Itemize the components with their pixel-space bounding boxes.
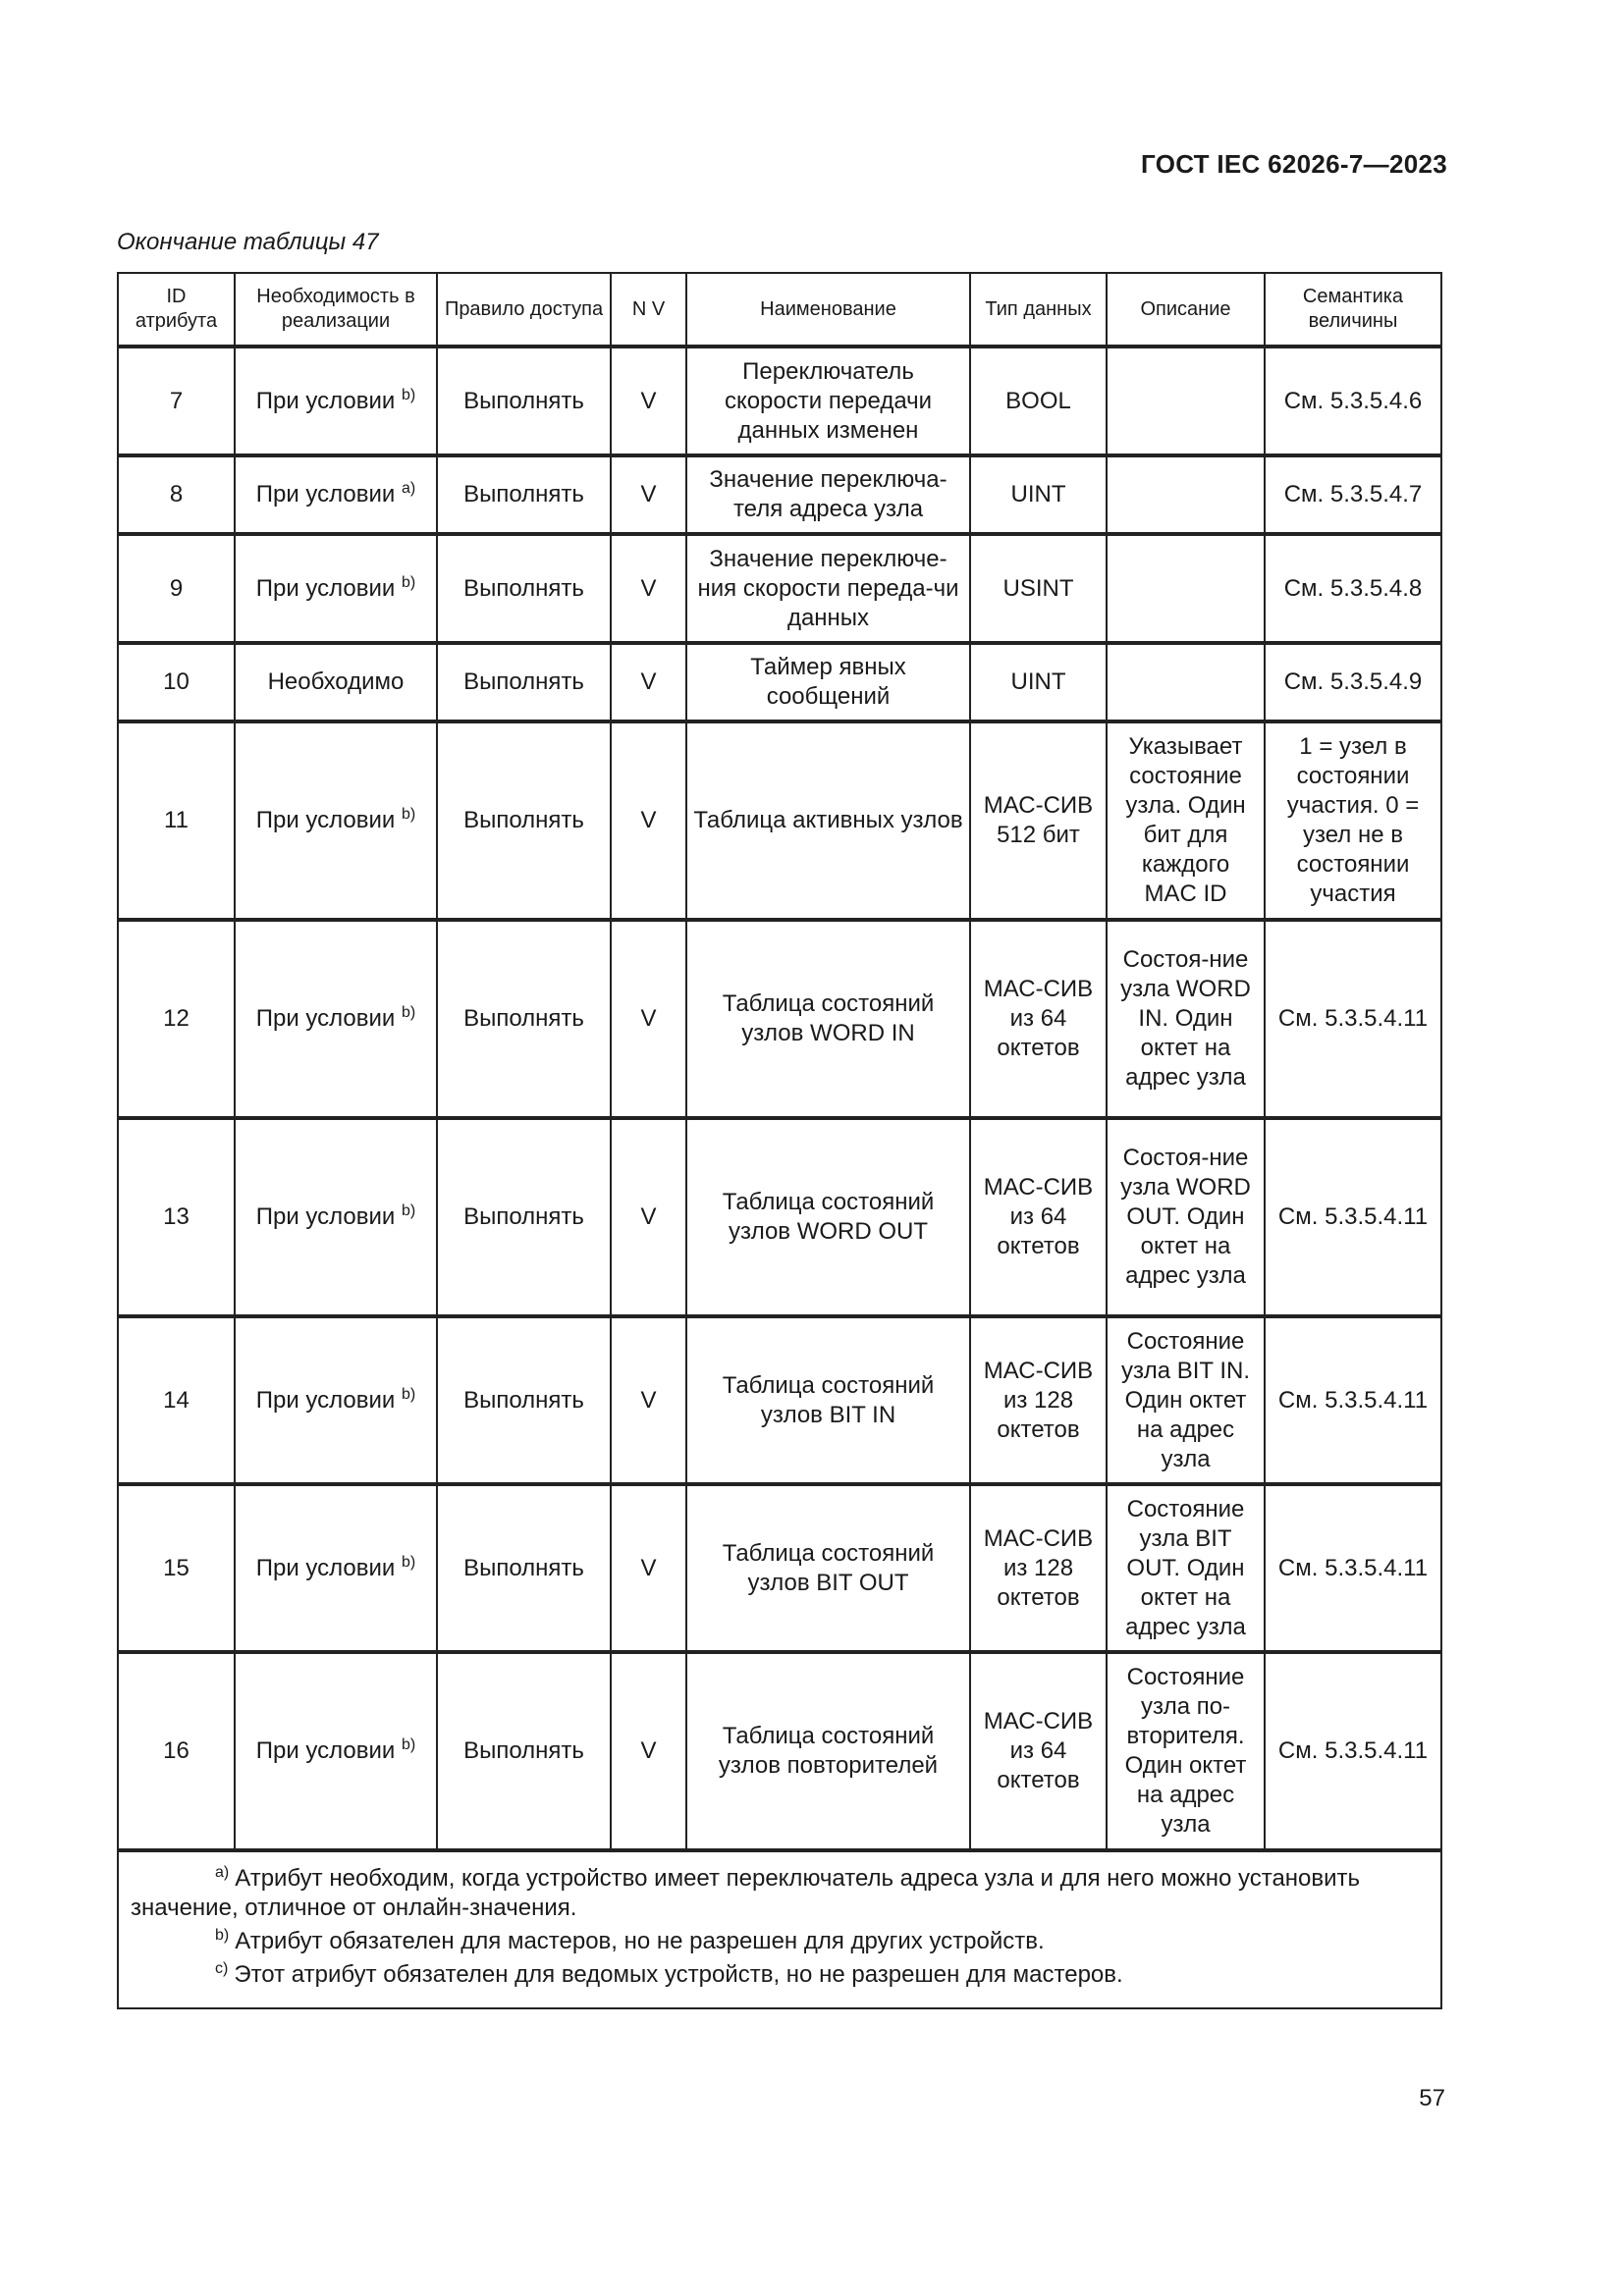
cell-access: Выполнять [437,1118,611,1316]
need-text: При условии [255,1005,396,1032]
table-row [118,920,1441,1118]
cell-desc [1107,643,1265,721]
cell-access: Выполнять [437,534,611,643]
footnote-c [131,1960,1429,1990]
cell-access: Выполнять [437,455,611,534]
cell-nv: V [611,1652,686,1850]
cell-id: 14 [118,1316,235,1484]
col-header-id: ID атрибута [118,273,235,347]
cell-desc: Состояние узла по-вторителя. Один октет на адрес узла [1107,1652,1265,1850]
footnote-ref: b) [402,1553,416,1571]
footnote-text: Атрибут обязателен для мастеров, но не разрешен для других устройств. [235,1928,1045,1954]
cell-sem: См. 5.3.5.4.6 [1265,347,1441,455]
table-row [118,347,1441,455]
cell-need [235,1118,437,1316]
cell-nv: V [611,1484,686,1652]
cell-access: Выполнять [437,1652,611,1850]
cell-access: Выполнять [437,1316,611,1484]
cell-desc: Указывает состояние узла. Один бит для каждого MAC ID [1107,721,1265,920]
cell-access: Выполнять [437,347,611,455]
cell-nv: V [611,721,686,920]
notes-row [118,1850,1441,2008]
cell-need [235,1652,437,1850]
table-header-row [118,273,1441,347]
col-header-need: Необходимость в реализации [235,273,437,347]
cell-id: 13 [118,1118,235,1316]
page-number: 57 [1419,2085,1445,2111]
cell-sem: См. 5.3.5.4.11 [1265,1118,1441,1316]
cell-type: USINT [970,534,1107,643]
cell-sem: См. 5.3.5.4.11 [1265,1484,1441,1652]
cell-name: Таблица состояний узлов WORD OUT [686,1118,970,1316]
need-text: При условии [255,1737,396,1764]
cell-type: UINT [970,455,1107,534]
footnote-text: Этот атрибут обязателен для ведомых устройств, но не разрешен для мастеров. [234,1961,1123,1988]
cell-id: 11 [118,721,235,920]
cell-need [235,920,437,1118]
cell-desc: Состояние узла BIT OUT. Один октет на адрес узла [1107,1484,1265,1652]
cell-access: Выполнять [437,920,611,1118]
cell-id: 9 [118,534,235,643]
cell-need [235,1316,437,1484]
cell-name: Таблица состояний узлов BIT OUT [686,1484,970,1652]
footnote-mark: a) [215,1864,230,1881]
cell-type: МАС-СИВ из 128 октетов [970,1484,1107,1652]
cell-nv: V [611,455,686,534]
cell-desc: Состояние узла BIT IN. Один октет на адрес узла [1107,1316,1265,1484]
footnote-text: Атрибут необходим, когда устройство имеет переключатель адреса узла и для него можно установить значение, отличное от онлайн-значения. [131,1865,1361,1921]
table-row [118,643,1441,721]
cell-need [235,455,437,534]
cell-name: Переключатель скорости передачи данных изменен [686,347,970,455]
cell-id: 12 [118,920,235,1118]
cell-type: МАС-СИВ из 64 октетов [970,920,1107,1118]
cell-desc [1107,347,1265,455]
cell-desc: Состоя-ние узла WORD IN. Один октет на адрес узла [1107,920,1265,1118]
attributes-table [117,272,1442,2009]
footnote-ref: b) [402,1736,416,1753]
footnote-mark: c) [215,1960,229,1977]
footnote-ref: b) [402,1202,416,1219]
cell-type: МАС-СИВ из 64 октетов [970,1118,1107,1316]
cell-nv: V [611,1118,686,1316]
cell-type: BOOL [970,347,1107,455]
cell-access: Выполнять [437,721,611,920]
cell-nv: V [611,347,686,455]
cell-name: Таблица состояний узлов BIT IN [686,1316,970,1484]
col-header-sem: Семантика величины [1265,273,1441,347]
need-text: При условии [255,1203,396,1230]
cell-access: Выполнять [437,1484,611,1652]
table-notes [118,1850,1441,2008]
need-text: При условии [255,387,396,414]
cell-name: Таблица состояний узлов повторителей [686,1652,970,1850]
footnote-ref: b) [402,573,416,591]
need-text: При условии [255,481,396,507]
footnote-b [131,1927,1429,1956]
table-row [118,1652,1441,1850]
col-header-name: Наименование [686,273,970,347]
table-row [118,721,1441,920]
cell-sem: 1 = узел в состоянии участия. 0 = узел не в состоянии участия [1265,721,1441,920]
footnote-ref: b) [402,386,416,403]
cell-type: UINT [970,643,1107,721]
cell-need [235,643,437,721]
cell-type: МАС-СИВ из 64 октетов [970,1652,1107,1850]
cell-need [235,721,437,920]
table-caption: Окончание таблицы 47 [117,229,379,255]
document-code: ГОСТ IEC 62026-7—2023 [1141,149,1447,179]
footnote-ref: b) [402,1004,416,1021]
need-text: При условии [255,1386,396,1414]
footnote-mark: b) [215,1927,230,1944]
cell-id: 10 [118,643,235,721]
cell-id: 16 [118,1652,235,1850]
table-row [118,1316,1441,1484]
cell-desc: Состоя-ние узла WORD OUT. Один октет на адрес узла [1107,1118,1265,1316]
need-text: При условии [255,1554,396,1581]
table-row [118,1118,1441,1316]
cell-sem: См. 5.3.5.4.8 [1265,534,1441,643]
cell-need [235,347,437,455]
need-text: При условии [255,807,396,833]
col-header-access: Правило доступа [437,273,611,347]
table-row [118,534,1441,643]
footnote-ref: b) [402,1385,416,1403]
col-header-type: Тип данных [970,273,1107,347]
cell-sem: См. 5.3.5.4.11 [1265,920,1441,1118]
need-text: Необходимо [267,668,405,695]
table-row [118,1484,1441,1652]
footnote-ref: a) [402,480,416,497]
cell-need [235,1484,437,1652]
cell-nv: V [611,643,686,721]
col-header-nv: N V [611,273,686,347]
cell-sem: См. 5.3.5.4.9 [1265,643,1441,721]
cell-name: Таблица активных узлов [686,721,970,920]
footnote-ref: b) [402,806,416,823]
cell-sem: См. 5.3.5.4.11 [1265,1316,1441,1484]
cell-nv: V [611,534,686,643]
need-text: При условии [255,574,396,602]
cell-id: 15 [118,1484,235,1652]
cell-sem: См. 5.3.5.4.7 [1265,455,1441,534]
cell-id: 8 [118,455,235,534]
cell-need [235,534,437,643]
footnote-a [131,1864,1429,1923]
table-row [118,455,1441,534]
cell-name: Значение переключе-ния скорости переда-чи данных [686,534,970,643]
cell-name: Таблица состояний узлов WORD IN [686,920,970,1118]
cell-id: 7 [118,347,235,455]
cell-type: МАС-СИВ 512 бит [970,721,1107,920]
cell-name: Значение переключа-теля адреса узла [686,455,970,534]
cell-nv: V [611,1316,686,1484]
cell-sem: См. 5.3.5.4.11 [1265,1652,1441,1850]
cell-name: Таймер явных сообщений [686,643,970,721]
cell-desc [1107,455,1265,534]
cell-desc [1107,534,1265,643]
cell-access: Выполнять [437,643,611,721]
col-header-desc: Описание [1107,273,1265,347]
cell-type: МАС-СИВ из 128 октетов [970,1316,1107,1484]
cell-nv: V [611,920,686,1118]
